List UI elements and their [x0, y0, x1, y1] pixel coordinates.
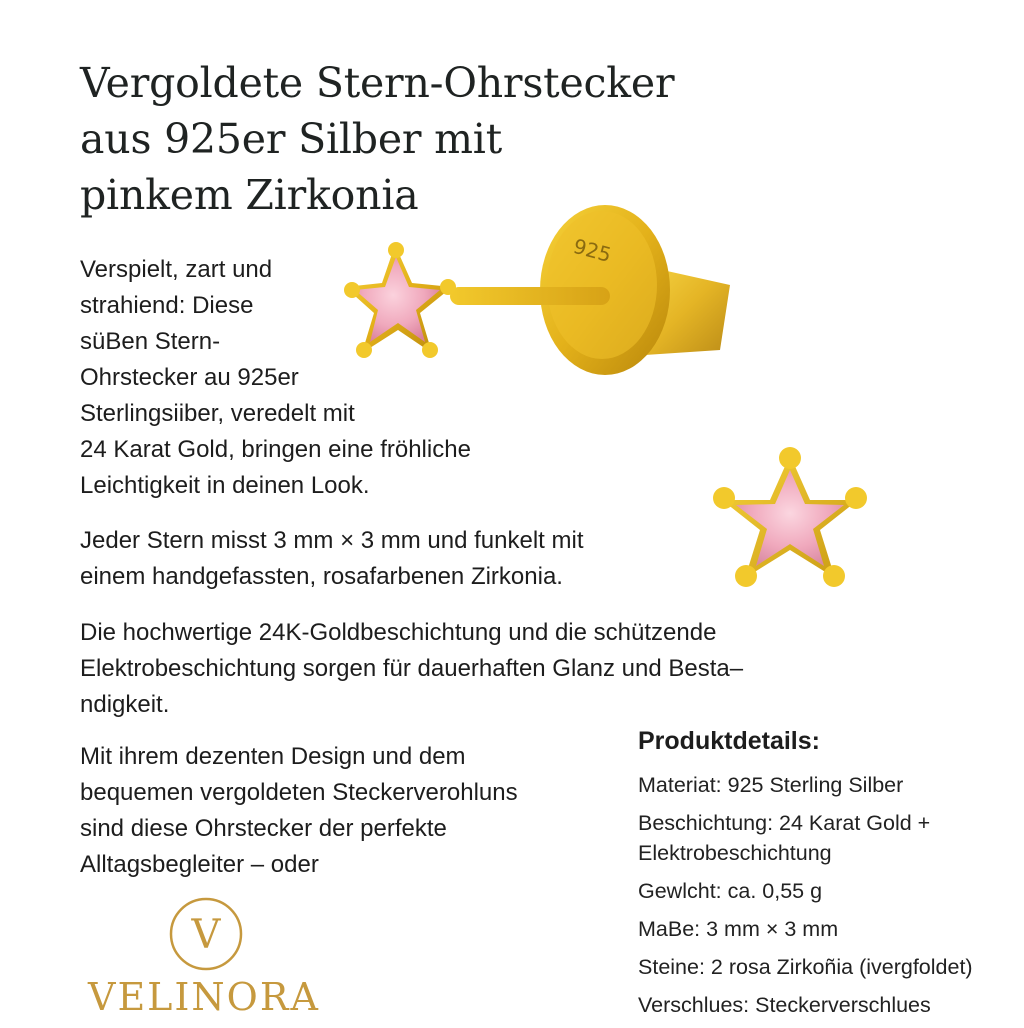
monogram-letter: V	[191, 912, 221, 958]
description-paragraph-3	[80, 615, 743, 723]
p1-line: Verspielt, zart und	[80, 256, 273, 283]
stamp-925: 925	[570, 233, 614, 267]
title-line-1: Vergoldete Stern-Ohrstecker	[80, 59, 675, 107]
p1-line: Leichtigkeit in deinen Look.	[80, 472, 370, 499]
p4-line: sind diese Ohrstecker der perfekte	[80, 815, 447, 842]
detail-line: Beschichtung: 24 Karat Gold +	[638, 811, 931, 835]
detail-line: Gewlcht: ca. 0,55 g	[638, 879, 823, 903]
p4-line: bequemen vergoldeten Steckerverohluns	[80, 779, 518, 806]
brand-name: VELINORA	[88, 975, 320, 1019]
product-details-list	[638, 770, 1018, 1028]
title-line-3: pinkem Zirkonia	[80, 171, 419, 219]
p1-line: strahiend: Diese	[80, 292, 254, 319]
description-paragraph-2	[80, 523, 584, 595]
detail-line: Verschlues: Steckerverschlues	[638, 993, 931, 1017]
detail-closure	[638, 990, 1018, 1020]
p2-line: einem handgefassten, rosafarbenen Zirkonia.	[80, 563, 563, 590]
detail-stones	[638, 952, 1018, 982]
detail-coating	[638, 808, 1018, 868]
detail-dimensions	[638, 914, 1018, 944]
p3-line: ndigkeit.	[80, 691, 170, 718]
detail-weight	[638, 876, 1018, 906]
earring-side-view-image	[340, 195, 740, 395]
title-line-2: aus 925er Silber mit	[80, 115, 502, 163]
p2-line: Jeder Stern misst 3 mm × 3 mm und funkelt mit	[80, 527, 584, 554]
p3-line: Elektrobeschichtung sorgen für dauerhaften Glanz und Besta–	[80, 655, 744, 682]
description-paragraph-4	[80, 739, 518, 883]
detail-material	[638, 770, 1018, 800]
p4-line: Mit ihrem dezenten Design und dem	[80, 743, 466, 770]
brand-monogram-logo	[168, 896, 244, 972]
p1-line: süBen Stern-	[80, 328, 221, 355]
product-details-heading: Produktdetails:	[638, 727, 820, 755]
p1-line: Ohrstecker au 925er	[80, 364, 299, 391]
p1-line: Sterlingsiiber, veredelt mit	[80, 400, 355, 427]
p4-line: Alltagsbegleiter – oder	[80, 851, 319, 878]
detail-line: Materiat: 925 Sterling Silber	[638, 773, 904, 797]
earring-front-view-image	[700, 440, 880, 600]
detail-line: MaBe: 3 mm × 3 mm	[638, 917, 839, 941]
p1-line: 24 Karat Gold, bringen eine fröhliche	[80, 436, 471, 463]
p3-line: Die hochwertige 24K-Goldbeschichtung und die schützende	[80, 619, 717, 646]
detail-line: Elektrobeschichtung	[638, 841, 832, 865]
detail-line: Steine: 2 rosa Zirkoñia (ivergfoldet)	[638, 955, 973, 979]
